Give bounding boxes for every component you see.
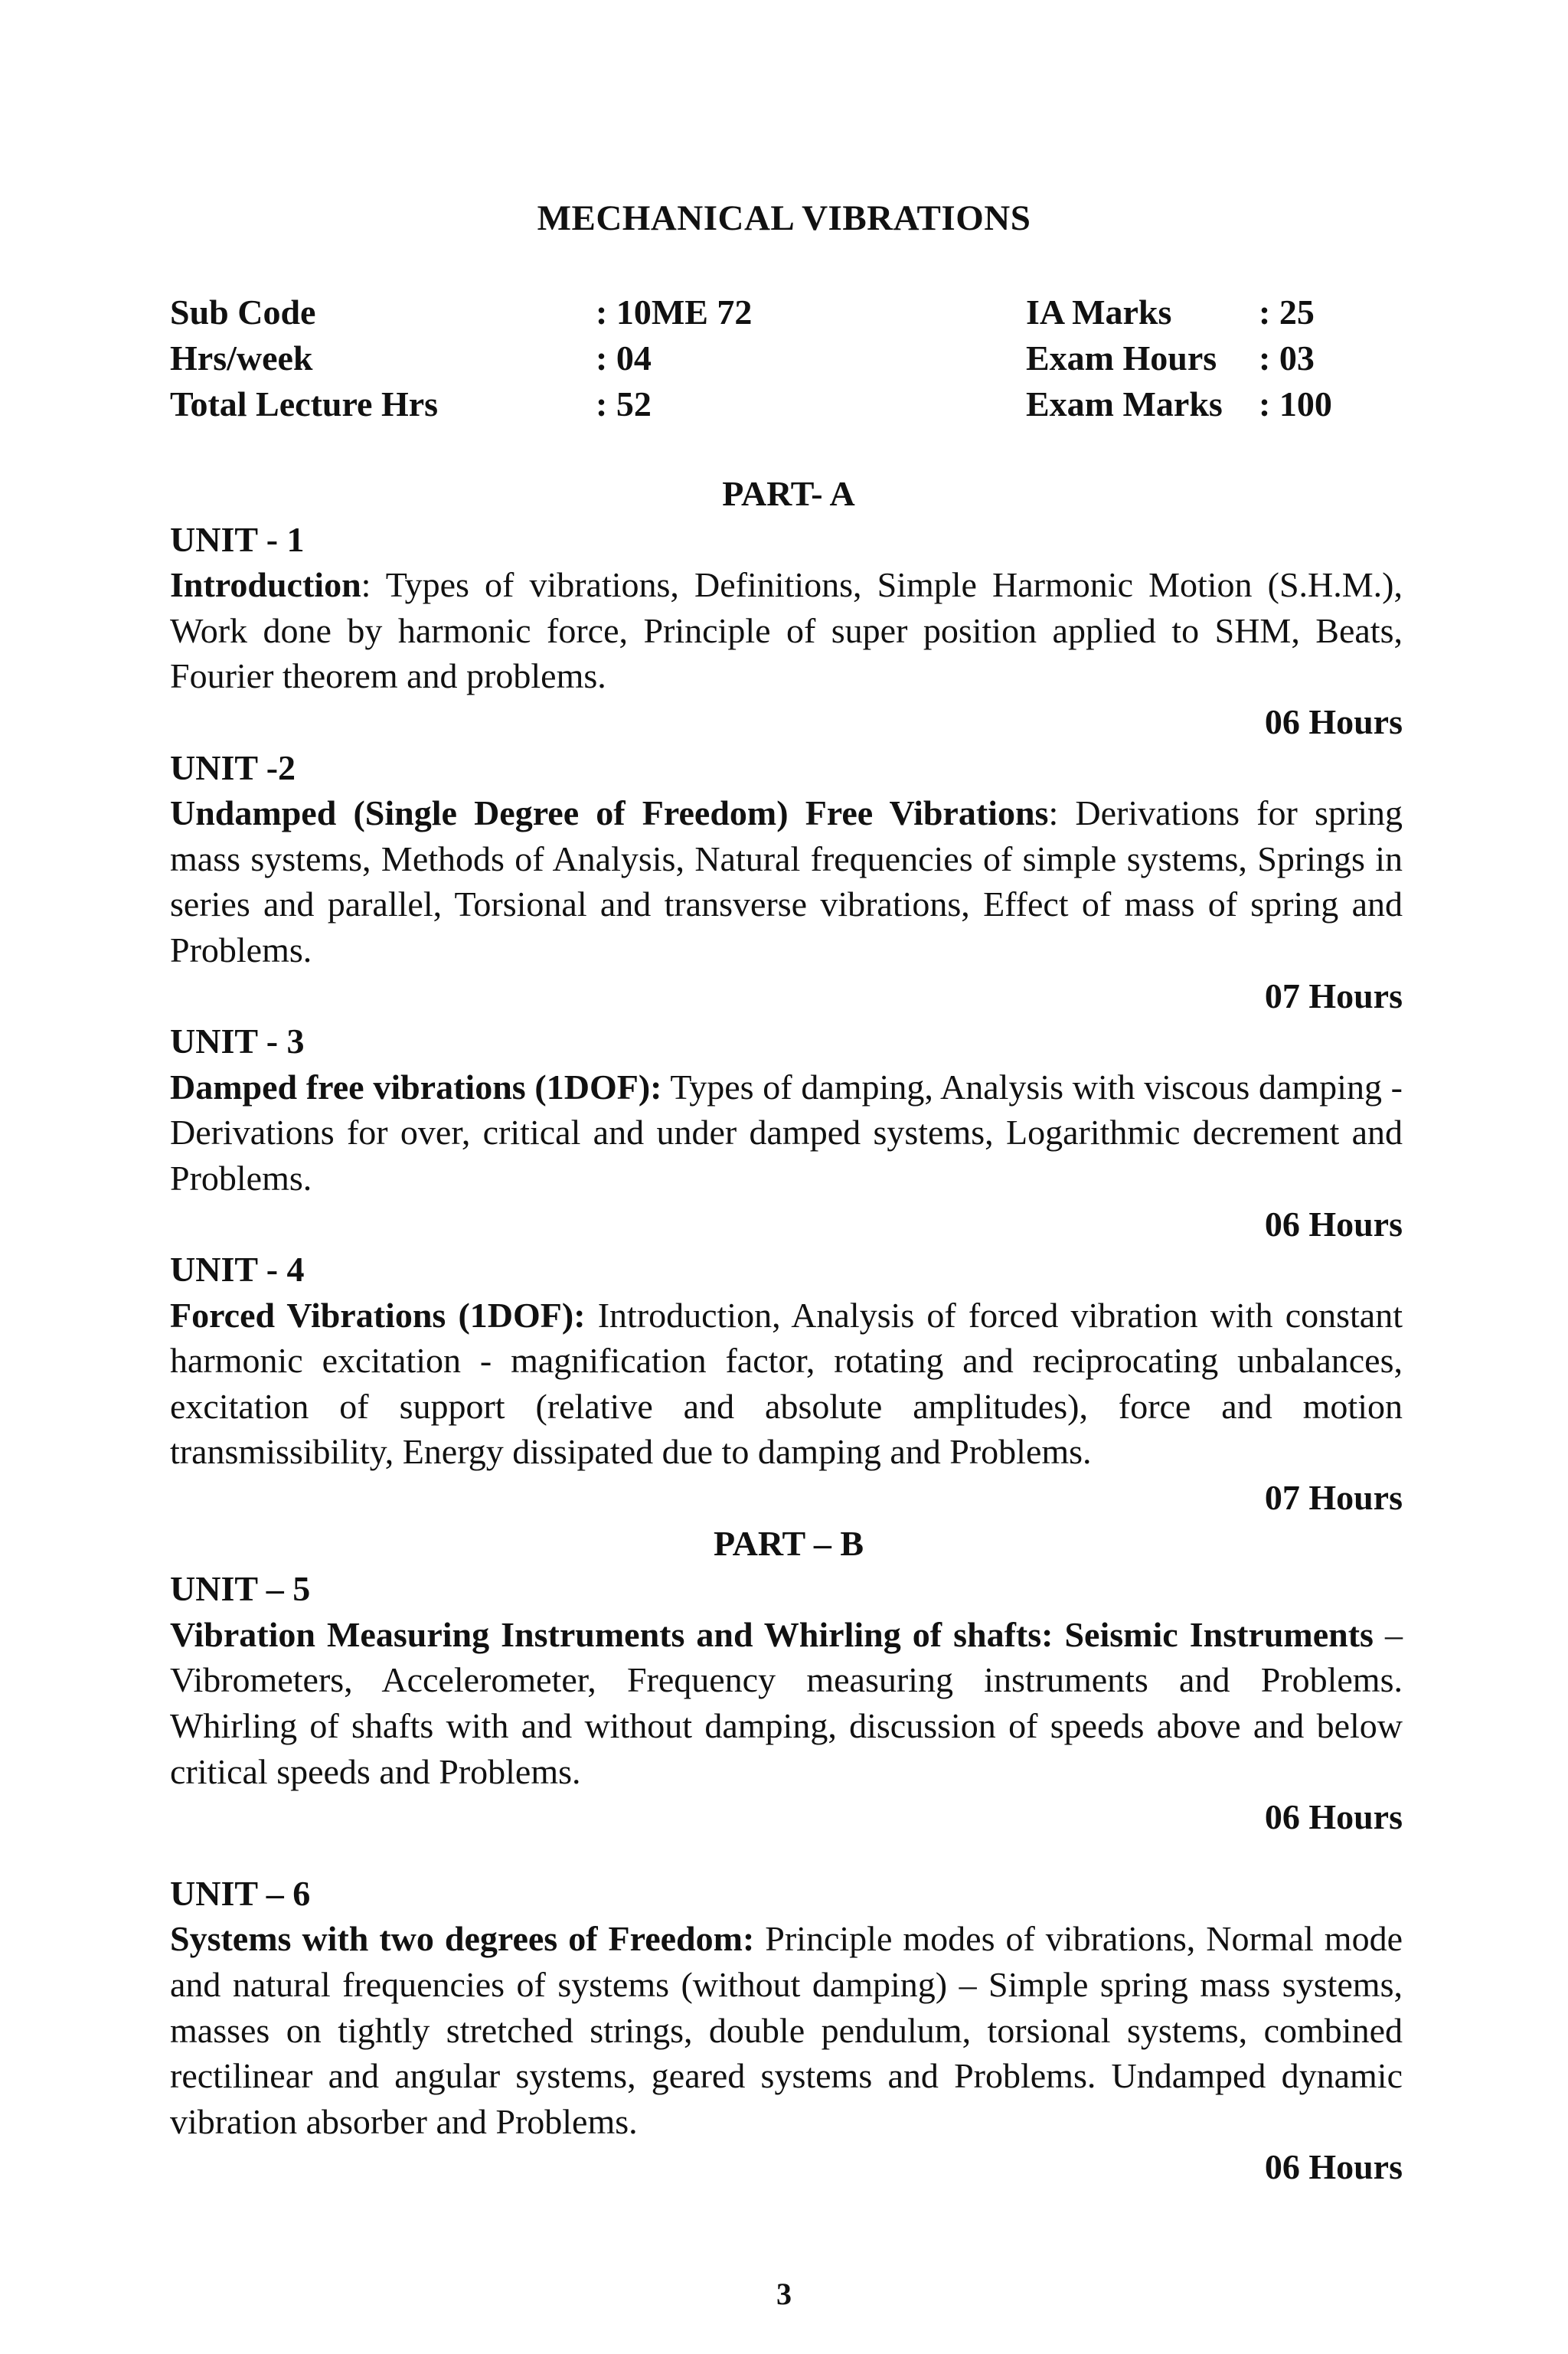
unit-topic: Introduction <box>170 565 361 605</box>
page-title: MECHANICAL VIBRATIONS <box>537 198 1031 238</box>
info-label: IA Marks <box>1026 293 1172 332</box>
unit-heading: UNIT – 5 <box>170 1569 311 1609</box>
unit-topic: Damped free vibrations (1DOF): <box>170 1067 662 1107</box>
course-info-row <box>170 289 1410 335</box>
unit-body: Principle modes of vibrations, Normal mode and natural frequencies of systems (without damping) – Simple spring mass systems, masses on tightly stretched strings, double pendulum, torsional systems, combined rectilinear and angular systems, geared systems and Problems. Undamped dynamic vibration absorber and Problems. <box>170 1919 1403 2141</box>
unit-description <box>170 1293 1403 1475</box>
course-info-table <box>170 289 1410 427</box>
info-value: : 04 <box>596 338 652 378</box>
unit-6 <box>170 1871 1403 2190</box>
part-a-heading: PART- A <box>722 474 855 513</box>
unit-hours: 06 Hours <box>1264 1204 1403 1244</box>
info-value: : 100 <box>1259 384 1332 423</box>
course-info-row <box>170 381 1410 427</box>
unit-topic: Systems with two degrees of Freedom: <box>170 1919 755 1959</box>
unit-hours: 07 Hours <box>1264 976 1403 1015</box>
unit-description: Undamped (Single Degree of Freedom) Free Vibrations: Derivations for spring mass systems, Methods of Analysis, Natural frequencies of simple systems, Springs in series and parallel, Torsional and transverse vibrations, Effect of mass of spring and Problems. <box>170 793 1403 969</box>
part-b-heading: PART – B <box>713 1523 864 1563</box>
page-number: 3 <box>776 2277 792 2311</box>
unit-body: Introduction, Analysis of forced vibration with constant harmonic excitation - magnification factor, rotating and reciprocating unbalances, excitation of support (relative and absolute amplitudes), force and motion transmissibility, Energy dissipated due to damping and Problems. <box>170 1295 1403 1472</box>
unit-1 <box>170 517 1403 745</box>
unit-heading: UNIT -2 <box>170 747 296 787</box>
unit-hours: 07 Hours <box>1264 1478 1403 1518</box>
info-value: : 52 <box>596 384 652 423</box>
info-value: : 03 <box>1259 338 1315 378</box>
unit-heading: UNIT - 4 <box>170 1250 305 1290</box>
unit-body: – Vibrometers, Accelerometer, Frequency measuring instruments and Problems. Whirling of shafts with and without damping, discussion of speeds above and below critical speeds and Problems. <box>170 1614 1403 1791</box>
unit-topic: Undamped (Single Degree of Freedom) Free Vibrations <box>170 793 1049 833</box>
info-label: Total Lecture Hrs <box>170 384 439 423</box>
unit-body: Derivations for spring mass systems, Methods of Analysis, Natural frequencies of simple systems, Springs in series and parallel, Torsional and transverse vibrations, Effect of mass of spring and Problems. <box>170 793 1403 969</box>
unit-topic: Vibration Measuring Instruments and Whirling of shafts: Seismic Instruments <box>170 1614 1374 1654</box>
unit-description <box>170 1916 1403 2144</box>
unit-heading: UNIT - 1 <box>170 519 305 559</box>
unit-5 <box>170 1566 1403 1840</box>
syllabus-content <box>170 471 1403 2190</box>
unit-heading: UNIT – 6 <box>170 1873 311 1913</box>
unit-body: Types of vibrations, Definitions, Simple Harmonic Motion (S.H.M.), Work done by harmonic force, Principle of super position applied to SHM, Beats, Fourier theorem and problems. <box>170 565 1403 696</box>
info-value: : 10ME 72 <box>596 293 753 332</box>
unit-hours: 06 Hours <box>1264 1797 1403 1837</box>
course-info-row <box>170 335 1410 381</box>
unit-description <box>170 1612 1403 1794</box>
unit-description <box>170 1064 1403 1202</box>
info-label: Hrs/week <box>170 338 313 378</box>
unit-3 <box>170 1018 1403 1247</box>
spacer <box>170 1840 1403 1871</box>
info-label: Exam Hours <box>1026 338 1217 378</box>
unit-body: Types of damping, Analysis with viscous damping - Derivations for over, critical and under damped systems, Logarithmic decrement and Problems. <box>170 1067 1403 1198</box>
info-label: Exam Marks <box>1026 384 1223 423</box>
unit-2 <box>170 745 1403 1019</box>
unit-heading: UNIT - 3 <box>170 1022 305 1061</box>
unit-topic: Forced Vibrations (1DOF): <box>170 1295 586 1335</box>
unit-hours: 06 Hours <box>1264 2147 1403 2187</box>
unit-4 <box>170 1247 1403 1521</box>
info-value: : 25 <box>1259 293 1315 332</box>
unit-hours: 06 Hours <box>1264 701 1403 741</box>
info-label: Sub Code <box>170 293 316 332</box>
unit-description: Introduction: Types of vibrations, Definitions, Simple Harmonic Motion (S.H.M.), Work done by harmonic force, Principle of super position applied to SHM, Beats, Fourier theorem and problems. <box>170 565 1403 696</box>
